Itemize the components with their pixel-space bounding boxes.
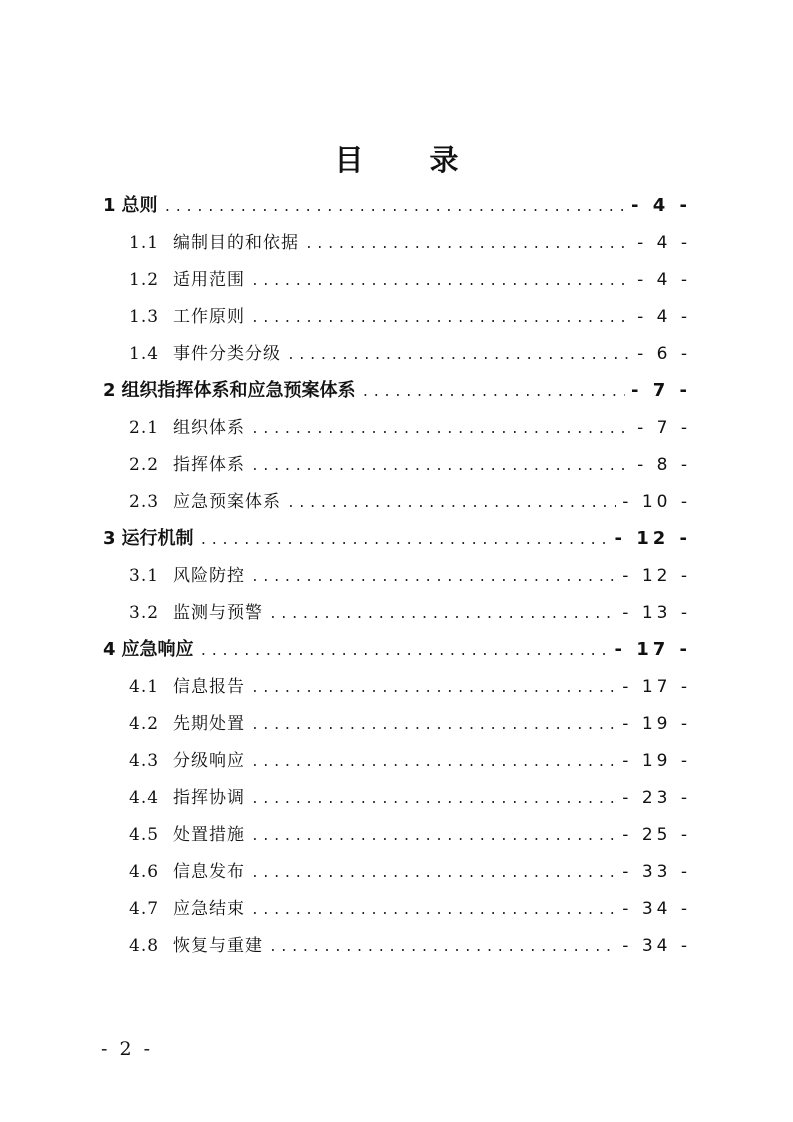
toc-entry[interactable] — [129, 706, 691, 742]
toc-entry[interactable] — [129, 854, 691, 890]
toc-entry-page: - 34 - — [622, 936, 691, 956]
dot-leader — [251, 745, 616, 781]
toc-entry[interactable] — [103, 373, 691, 409]
toc-entry-number: 3.2 — [129, 603, 160, 623]
toc-entry-page: - 17 - — [622, 677, 691, 697]
dot-leader — [251, 708, 616, 744]
toc-entry-number: 4.1 — [129, 677, 160, 697]
toc-entry-title: 分级响应 — [173, 751, 246, 771]
toc-entry-title: 先期处置 — [173, 714, 246, 734]
toc-entry-page: - 4 - — [631, 195, 691, 216]
dot-leader — [269, 597, 616, 633]
toc-entry-title: 信息发布 — [173, 862, 246, 882]
toc-entry-page: - 4 - — [637, 233, 691, 253]
page-title: 目 录 — [334, 143, 487, 177]
toc-entry-page: - 4 - — [637, 270, 691, 290]
toc-entry-page: - 19 - — [622, 714, 691, 734]
toc-entry-page: - 6 - — [637, 344, 691, 364]
toc-entry[interactable] — [129, 928, 691, 964]
toc-entry[interactable] — [129, 484, 691, 520]
dot-leader — [251, 560, 616, 596]
toc-entry-page: - 7 - — [637, 418, 691, 438]
toc-entry-page: - 8 - — [637, 455, 691, 475]
dot-leader — [251, 819, 616, 855]
toc-entry-title: 组织体系 — [173, 418, 246, 438]
toc-entry-number: 3.1 — [129, 566, 160, 586]
dot-leader — [251, 856, 616, 892]
toc-entry-page: - 12 - — [614, 528, 691, 549]
dot-leader — [251, 893, 616, 929]
dot-leader — [251, 264, 631, 300]
toc-entry-number: 1.3 — [129, 307, 160, 327]
dot-leader — [305, 227, 631, 263]
dot-leader — [251, 449, 631, 485]
toc-entry-number: 2.1 — [129, 418, 160, 438]
toc-entry[interactable] — [129, 669, 691, 705]
toc-entry-title: 风险防控 — [173, 566, 246, 586]
dot-leader — [251, 782, 616, 818]
toc-entry-page: - 25 - — [622, 825, 691, 845]
toc-entry[interactable] — [103, 521, 691, 557]
toc-entry-title: 应急响应 — [121, 639, 194, 660]
toc-entry-number: 4.7 — [129, 899, 160, 919]
dot-leader — [251, 671, 616, 707]
toc-entry-number: 4.4 — [129, 788, 160, 808]
toc-entry[interactable] — [129, 262, 691, 298]
toc-entry[interactable] — [129, 299, 691, 335]
dot-leader — [164, 190, 625, 226]
toc-entry-title: 指挥协调 — [173, 788, 246, 808]
toc-entry-title: 指挥体系 — [173, 455, 246, 475]
toc-entry-page: - 33 - — [622, 862, 691, 882]
toc-entry-number: 4 — [103, 639, 116, 660]
toc-entry-number: 1.4 — [129, 344, 160, 364]
toc-entry-page: - 7 - — [631, 380, 691, 401]
toc-entry[interactable] — [103, 188, 691, 224]
toc-entry-number: 4.2 — [129, 714, 160, 734]
toc-entry-page: - 10 - — [622, 492, 691, 512]
toc-entry-title: 应急预案体系 — [173, 492, 282, 512]
toc-entry-title: 应急结束 — [173, 899, 246, 919]
toc-entry-number: 2 — [103, 380, 116, 401]
toc-entry[interactable] — [129, 891, 691, 927]
toc-entry-title: 编制目的和依据 — [173, 233, 300, 253]
toc-entry-title: 信息报告 — [173, 677, 246, 697]
toc-entry-page: - 13 - — [622, 603, 691, 623]
toc-entry-number: 1.1 — [129, 233, 160, 253]
toc-entry[interactable] — [103, 632, 691, 668]
toc-entry-page: - 12 - — [622, 566, 691, 586]
toc-entry-title: 事件分类分级 — [173, 344, 282, 364]
dot-leader — [287, 486, 616, 522]
dot-leader — [200, 523, 609, 559]
toc-entry[interactable] — [129, 225, 691, 261]
toc-entry[interactable] — [129, 595, 691, 631]
toc-entry-title: 处置措施 — [173, 825, 246, 845]
toc-entry-title: 监测与预警 — [173, 603, 264, 623]
toc-entry-page: - 34 - — [622, 899, 691, 919]
dot-leader — [200, 634, 609, 670]
toc-entry-number: 1 — [103, 195, 116, 216]
toc-entry-page: - 4 - — [637, 307, 691, 327]
toc-entry-number: 4.3 — [129, 751, 160, 771]
toc-entry-number: 2.2 — [129, 455, 160, 475]
toc-entry[interactable] — [129, 336, 691, 372]
toc-entry-page: - 17 - — [614, 639, 691, 660]
toc-entry-title: 恢复与重建 — [173, 936, 264, 956]
toc-entry-number: 4.5 — [129, 825, 160, 845]
toc-entry-number: 4.8 — [129, 936, 160, 956]
toc-entry-title: 运行机制 — [121, 528, 194, 549]
toc-entry-number: 3 — [103, 528, 116, 549]
dot-leader — [287, 338, 631, 374]
toc-entry-page: - 19 - — [622, 751, 691, 771]
toc-entry-title: 组织指挥体系和应急预案体系 — [121, 380, 356, 401]
toc-entry-number: 1.2 — [129, 270, 160, 290]
dot-leader — [251, 301, 631, 337]
dot-leader — [251, 412, 631, 448]
toc-entry[interactable] — [129, 780, 691, 816]
dot-leader — [362, 375, 625, 411]
toc-entry[interactable] — [129, 410, 691, 446]
toc-entry-number: 4.6 — [129, 862, 160, 882]
page-number: - 2 - — [101, 1038, 154, 1060]
toc-entry[interactable] — [129, 743, 691, 779]
toc-entry[interactable] — [129, 447, 691, 483]
toc-entry[interactable] — [129, 817, 691, 853]
dot-leader — [269, 930, 616, 966]
toc-entry-title: 适用范围 — [173, 270, 246, 290]
toc-entry[interactable] — [129, 558, 691, 594]
toc-entry-title: 总则 — [121, 195, 158, 216]
toc-entry-title: 工作原则 — [173, 307, 246, 327]
toc-entry-page: - 23 - — [622, 788, 691, 808]
toc-entry-number: 2.3 — [129, 492, 160, 512]
